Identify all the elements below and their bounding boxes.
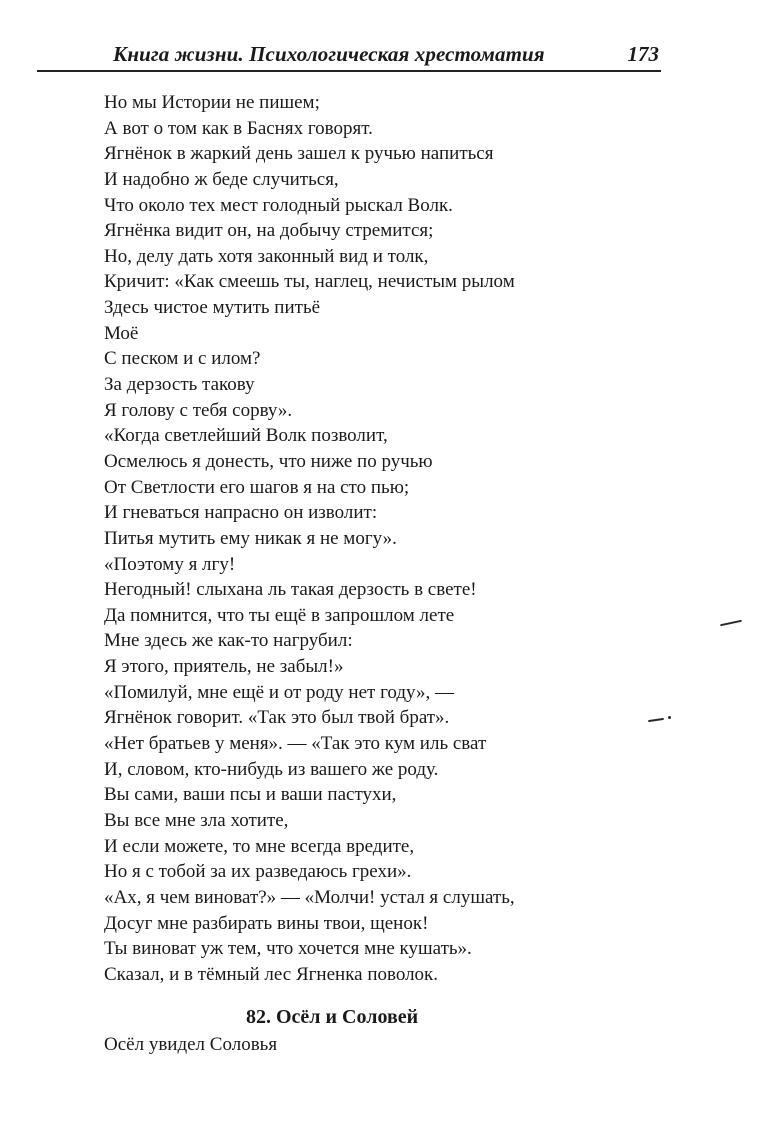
verse-line: Вы сами, ваши псы и ваши пастухи,: [104, 784, 397, 806]
verse-line: И надобно ж беде случиться,: [104, 168, 339, 190]
verse-line: «Поэтому я лгу!: [104, 553, 236, 575]
verse-line: И гневаться напрасно он изволит:: [104, 502, 378, 524]
verse-line: Но мы Истории не пишем;: [104, 92, 320, 113]
verse-line: Ягнёнок в жаркий день зашел к ручью напиться: [104, 143, 494, 165]
verse-line: Что около тех мест голодный рыскал Волк.: [104, 194, 453, 216]
scan-artifact: [720, 620, 742, 627]
verse-line: Но я с тобой за их разведаюсь грехи».: [104, 861, 412, 883]
fable-verse: [104, 90, 515, 987]
verse-line: «Нет братьев у меня». — «Так это кум иль сват: [104, 733, 487, 755]
verse-line: Кричит: «Как смеешь ты, наглец, нечистым рылом: [104, 271, 515, 293]
verse-line: Я этого, приятель, не забыл!»: [104, 656, 344, 678]
verse-line: Сказал, и в тёмный лес Ягненка поволок.: [104, 963, 439, 985]
verse-line: Моё: [104, 322, 139, 344]
verse-line: И, словом, кто-нибудь из вашего же роду.: [104, 758, 439, 780]
verse-line: Досуг мне разбирать вины твои, щенок!: [104, 912, 429, 934]
verse-line: И если можете, то мне всегда вредите,: [104, 835, 415, 857]
verse-line: А вот о том как в Баснях говорят.: [104, 117, 373, 139]
verse-line: Но, делу дать хотя законный вид и толк,: [104, 245, 429, 267]
verse-line: «Когда светлейший Волк позволит,: [104, 425, 388, 447]
page-number: 173: [627, 42, 659, 66]
section-first-line: Осёл увидел Соловья: [104, 1034, 278, 1055]
verse-line: Ягнёнка видит он, на добычу стремится;: [104, 220, 434, 242]
scan-artifact: [668, 716, 671, 719]
verse-line: С песком и с илом?: [104, 348, 261, 370]
verse-line: Питья мутить ему никак я не могу».: [104, 527, 397, 549]
verse-line: За дерзость такову: [104, 374, 255, 396]
verse-line: Ягнёнок говорит. «Так это был твой брат».: [104, 707, 450, 729]
verse-line: Ты виноват уж тем, что хочется мне кушать».: [104, 938, 472, 960]
scan-artifact: [648, 718, 664, 722]
verse-line: От Светлости его шагов я на сто пью;: [104, 476, 410, 498]
running-title: Книга жизни. Психологическая хрестоматия: [113, 42, 545, 66]
verse-line: Да помнится, что ты ещё в запрошлом лете: [104, 604, 455, 626]
running-header: [37, 40, 661, 72]
section-heading: 82. Осёл и Соловей: [246, 1006, 419, 1028]
verse-line: Вы все мне зла хотите,: [104, 809, 289, 831]
verse-line: Осмелюсь я донесть, что ниже по ручью: [104, 450, 433, 472]
verse-line: Мне здесь же как-то нагрубил:: [104, 630, 353, 652]
verse-line: Я голову с тебя сорву».: [104, 399, 293, 421]
verse-line: «Помилуй, мне ещё и от роду нет году», —: [104, 681, 454, 703]
verse-line: Негодный! слыхана ль такая дерзость в свете!: [104, 579, 477, 601]
verse-line: Здесь чистое мутить питьё: [104, 297, 321, 319]
verse-line: «Ах, я чем виноват?» — «Молчи! устал я слушать,: [104, 886, 515, 908]
